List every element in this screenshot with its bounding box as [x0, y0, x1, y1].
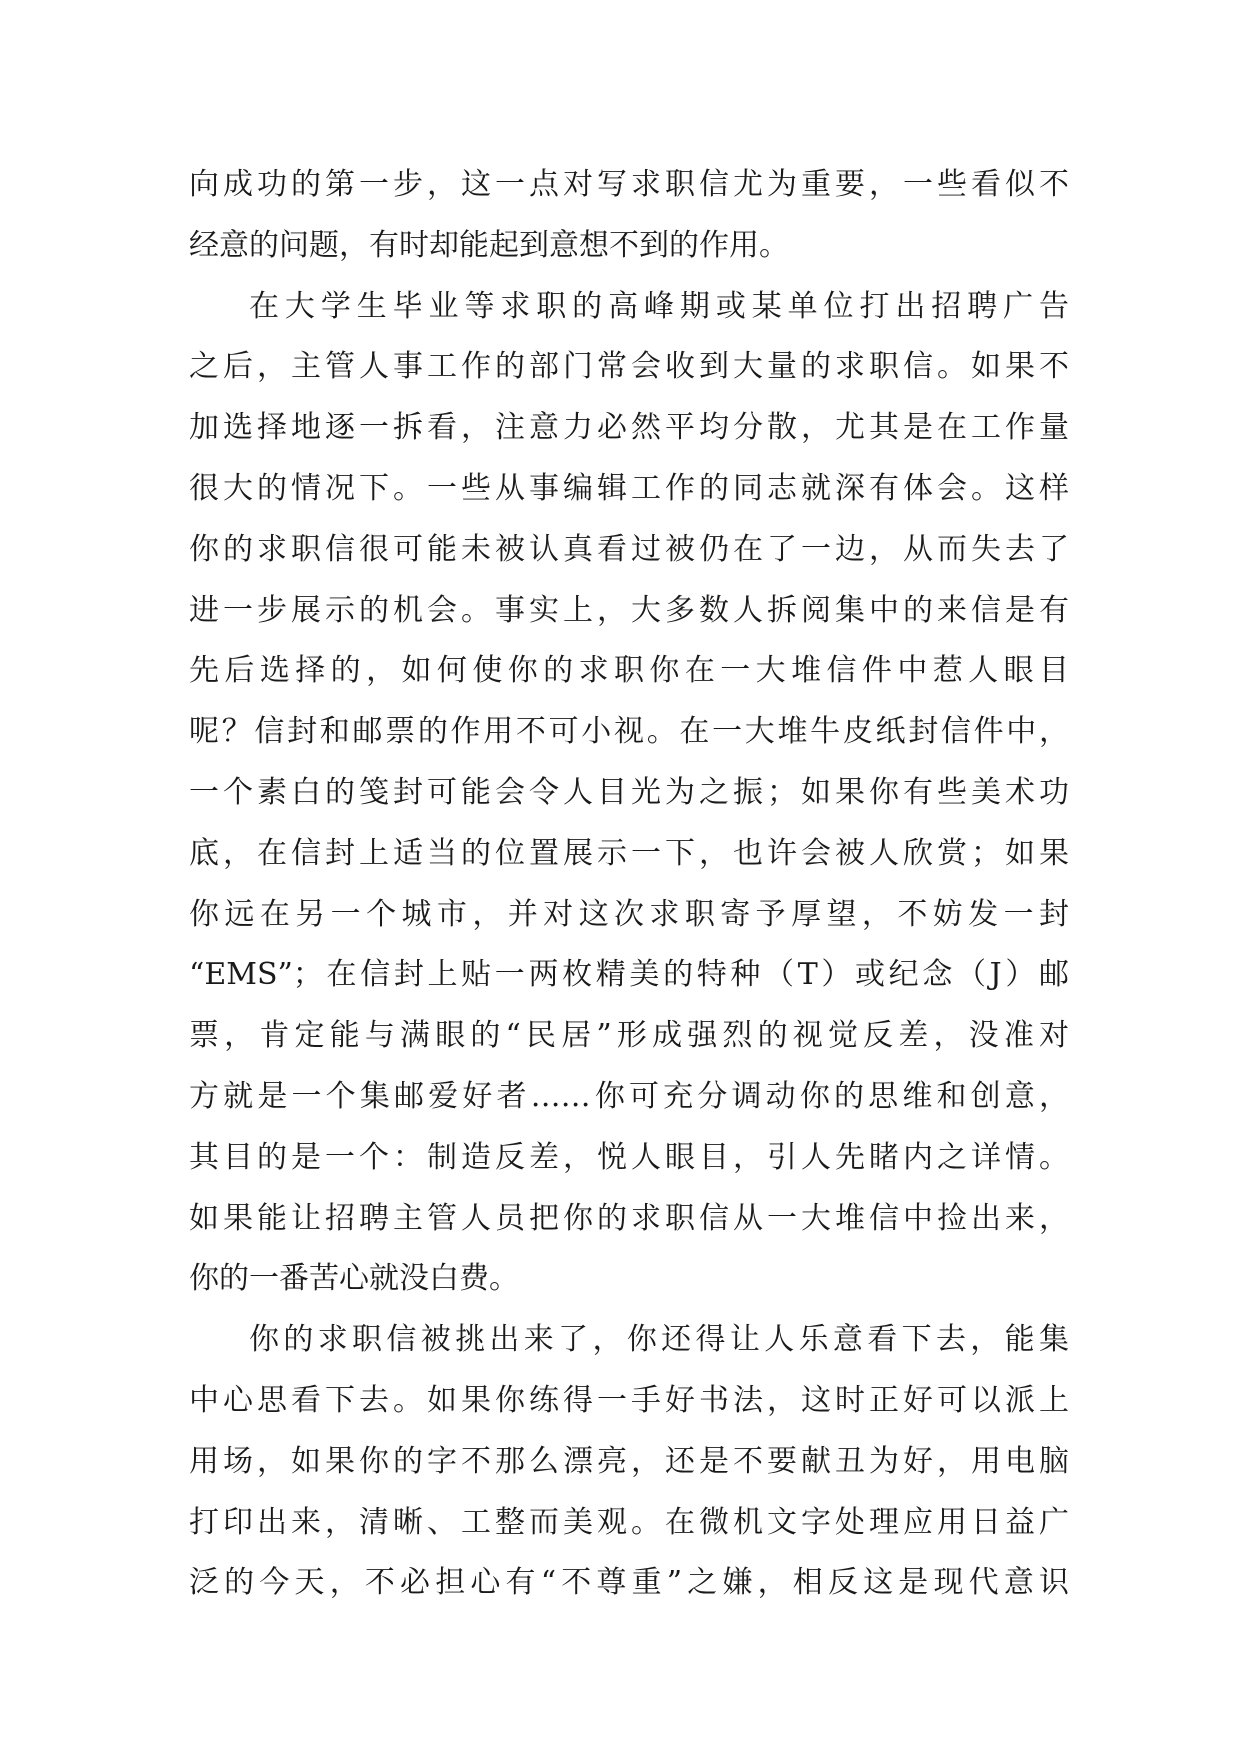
text-line: 加选择地逐一拆看，注意力必然平均分散，尤其是在工作量 — [189, 410, 1069, 446]
text-line: 向成功的第一步，这一点对写求职信尤为重要，一些看似不 — [189, 167, 1069, 202]
paragraph-3 — [189, 1310, 1069, 1614]
text-line: 中心思看下去。如果你练得一手好书法，这时正好可以派上 — [189, 1382, 1069, 1418]
text-line: 你的一番苦心就没白费。 — [189, 1261, 519, 1297]
text-line: 经意的问题，有时却能起到意想不到的作用。 — [189, 227, 789, 263]
text-line: 你远在另一个城市，并对这次求职寄予厚望，不妨发一封 — [189, 896, 1069, 932]
text-line: 一个素白的笺封可能会令人目光为之振；如果你有些美术功 — [189, 774, 1069, 810]
text-line: 其目的是一个：制造反差，悦人眼目，引人先睹内之详情。 — [189, 1139, 1069, 1175]
text-line: “EMS”；在信封上贴一两枚精美的特种（T）或纪念（J）邮 — [189, 957, 1069, 993]
text-line: 很大的情况下。一些从事编辑工作的同志就深有体会。这样 — [189, 470, 1069, 506]
document-body — [189, 155, 1069, 1614]
text-line: 用场，如果你的字不那么漂亮，还是不要献丑为好，用电脑 — [189, 1443, 1069, 1479]
text-line: 票，肯定能与满眼的“民居”形成强烈的视觉反差，没准对 — [189, 1018, 1069, 1054]
paragraph-2 — [189, 277, 1069, 1311]
text-line: 进一步展示的机会。事实上，大多数人拆阅集中的来信是有 — [189, 592, 1069, 628]
paragraph-1 — [189, 155, 1069, 277]
text-line: 之后，主管人事工作的部门常会收到大量的求职信。如果不 — [189, 349, 1069, 385]
text-line: 方就是一个集邮爱好者……你可充分调动你的思维和创意， — [189, 1078, 1069, 1114]
text-line: 底，在信封上适当的位置展示一下，也许会被人欣赏；如果 — [189, 835, 1069, 871]
text-line: 你的求职信被挑出来了，你还得让人乐意看下去，能集 — [249, 1322, 1069, 1358]
text-line: 呢？信封和邮票的作用不可小视。在一大堆牛皮纸封信件中， — [189, 714, 1069, 750]
text-line: 打印出来，清晰、工整而美观。在微机文字处理应用日益广 — [189, 1504, 1069, 1540]
text-line: 泛的今天，不必担心有“不尊重”之嫌，相反这是现代意识 — [189, 1565, 1069, 1601]
text-line: 在大学生毕业等求职的高峰期或某单位打出招聘广告 — [249, 288, 1069, 324]
text-line: 如果能让招聘主管人员把你的求职信从一大堆信中捡出来， — [189, 1200, 1069, 1236]
text-line: 你的求职信很可能未被认真看过被仍在了一边，从而失去了 — [189, 531, 1069, 567]
text-line: 先后选择的，如何使你的求职你在一大堆信件中惹人眼目 — [189, 653, 1069, 689]
